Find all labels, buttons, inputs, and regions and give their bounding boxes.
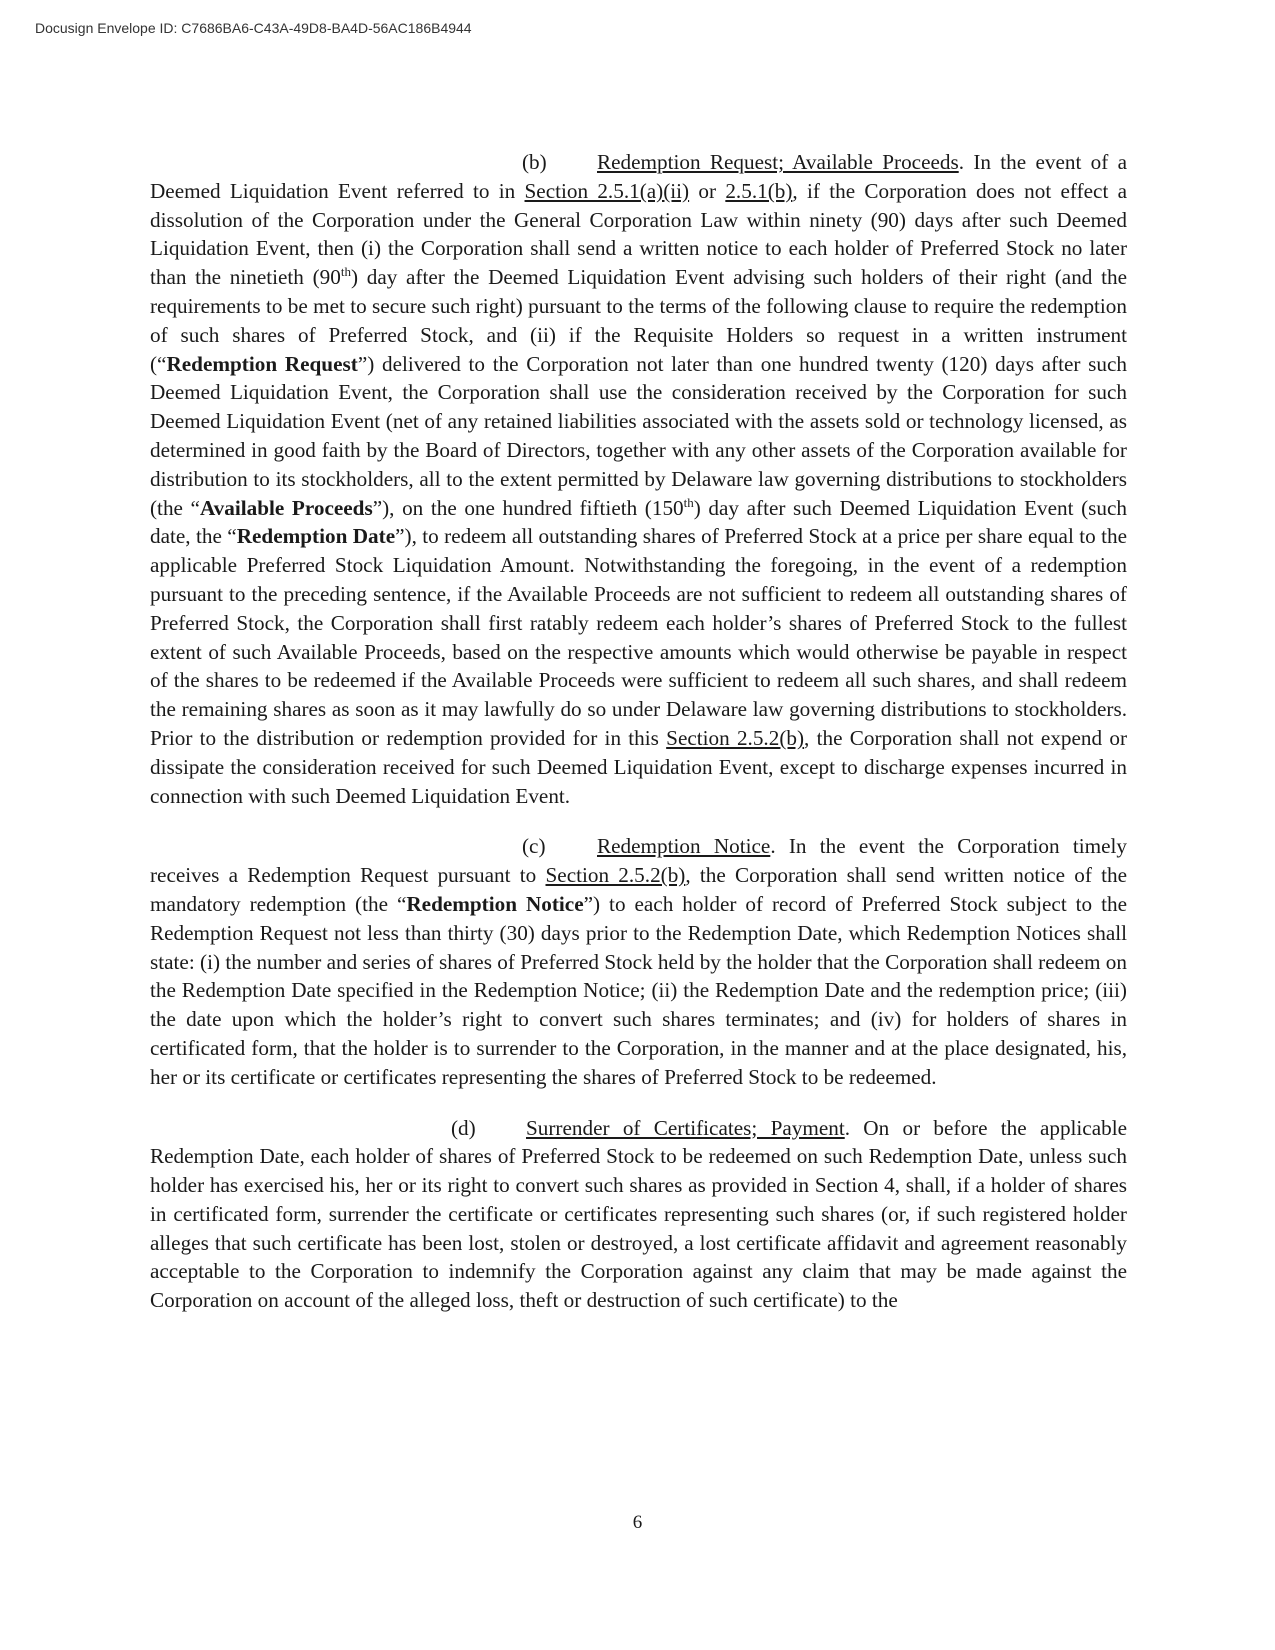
- paragraph-text: . In the event of a Deemed Liquidation Event referred to in: [150, 150, 1127, 203]
- paragraph-label: (b): [522, 150, 547, 174]
- section-heading: Surrender of Certificates; Payment: [526, 1115, 845, 1140]
- paragraph-text: ”), to redeem all outstanding shares of Preferred Stock at a price per share equal to the applicable Preferred Stock Liquidation Amount. Notwithstanding the foregoing, in the event of a redemption pursuant to the preceding sentence, if the Available Proceeds are not sufficient to redeem all outstanding shares of Preferred Stock, the Corporation shall first ratably redeem each holder’s shares of Preferred Stock to the fullest extent of such Available Proceeds, based on the respective amounts which would otherwise be payable in respect of the shares to be redeemed if the Available Proceeds were sufficient to redeem all such shares, and shall redeem the remaining shares as soon as it may lawfully do so under Delaware law governing distributions to stockholders. Prior to the distribution or redemption provided for in this: [150, 524, 1128, 750]
- paragraph-text: , if the Corporation does not effect a dissolution of the Corporation under the General Corporation Law within ninety (90) days after such Deemed Liquidation Event, then (i) the Corporation shall send a written notice to each holder of Preferred Stock no later than the ninetieth (90: [150, 178, 1128, 290]
- paragraph-c: [150, 832, 1127, 1091]
- defined-term: Available Proceeds: [199, 495, 373, 520]
- ordinal-superscript: th: [340, 264, 351, 280]
- section-heading: Redemption Notice: [597, 834, 771, 859]
- paragraph-text: , the Corporation shall not expend or dissipate the consideration received for such Deemed Liquidation Event, except to discharge expenses incurred in connection with such Deemed Liquidation Event.: [150, 725, 1128, 808]
- section-reference: Section 2.5.2(b): [666, 725, 805, 750]
- paragraph-text: , the Corporation shall send written notice of the mandatory redemption (the “: [150, 863, 1127, 916]
- defined-term: Redemption Notice: [406, 891, 584, 916]
- paragraph-text: or: [689, 178, 726, 203]
- page-number: 6: [632, 1512, 643, 1533]
- paragraph-d: [150, 1114, 1127, 1316]
- paragraph-text: ”) to each holder of record of Preferred Stock subject to the Redemption Request not less than thirty (30) days prior to the Redemption Date, which Redemption Notices shall state: (i) the number and series of shares of Preferred Stock held by the holder that the Corporation shall redeem on the Redemption Date specified in the Redemption Notice; (ii) the Redemption Date and the redemption price; (iii) the date upon which the holder’s right to convert such shares terminates; and (iv) for holders of shares in certificated form, that the holder is to surrender to the Corporation, in the manner and at the place designated, his, her or its certificate or certificates representing the shares of Preferred Stock to be redeemed.: [150, 891, 1128, 1089]
- docusign-envelope-id: Docusign Envelope ID: C7686BA6-C43A-49D8-BA4D-56AC186B4944: [35, 20, 472, 36]
- paragraph-b: [150, 148, 1127, 810]
- paragraph-label: (d): [451, 1115, 476, 1140]
- paragraph-text: ) day after such Deemed Liquidation Event (such date, the “: [150, 495, 1127, 549]
- section-heading: Redemption Request; Available Proceeds: [597, 150, 959, 174]
- paragraph-text: . On or before the applicable Redemption Date, each holder of shares of Preferred Stock to be redeemed on such Redemption Date, unless such holder has exercised his, her or its right to convert such shares as provided in Section 4, shall, if a holder of shares in certificated form, surrender the certificate or certificates representing such shares (or, if such registered holder alleges that such certificate has been lost, stolen or destroyed, a lost certificate affidavit and agreement reasonably acceptable to the Corporation to indemnify the Corporation against any claim that may be made against the Corporation on account of the alleged loss, theft or destruction of such certificate) to the: [150, 1115, 1128, 1313]
- paragraph-text: ”), on the one hundred fiftieth (150: [372, 495, 684, 520]
- section-reference: 2.5.1(b): [725, 178, 793, 203]
- document-body: [150, 148, 1127, 1315]
- defined-term: Redemption Request: [166, 351, 358, 376]
- paragraph-text: ”) delivered to the Corporation not later than one hundred twenty (120) days after such Deemed Liquidation Event, the Corporation shall use the consideration received by the Corporation for such Deemed Liquidation Event (net of any retained liabilities associated with the assets sold or technology licensed, as determined in good faith by the Board of Directors, together with any other assets of the Corporation available for distribution to its stockholders, all to the extent permitted by Delaware law governing distributions to stockholders (the “: [150, 351, 1127, 520]
- paragraph-label: (c): [522, 834, 546, 859]
- defined-term: Redemption Date: [236, 524, 396, 549]
- ordinal-superscript: th: [683, 494, 694, 510]
- paragraph-text: . In the event the Corporation timely receives a Redemption Request pursuant to: [150, 834, 1128, 888]
- section-reference: Section 2.5.1(a)(ii): [524, 178, 690, 203]
- paragraph-text: ) day after the Deemed Liquidation Event advising such holders of their right (and the requirements to be met to secure such right) pursuant to the terms of the following clause to require the redemption of such shares of Preferred Stock, and (ii) if the Requisite Holders so request in a written instrument (“: [150, 265, 1127, 376]
- section-reference: Section 2.5.2(b): [545, 863, 686, 888]
